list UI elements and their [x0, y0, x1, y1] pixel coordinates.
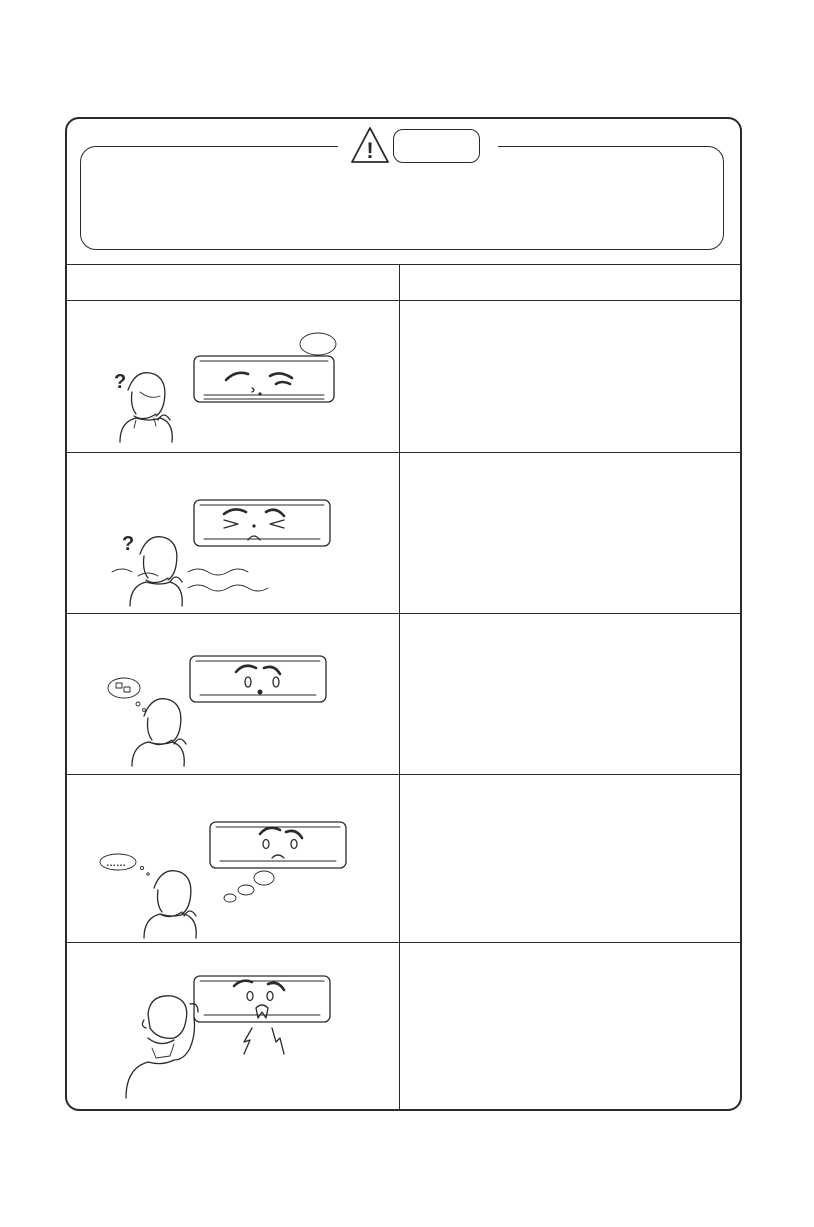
noise-bolt-icon [272, 1028, 284, 1054]
ac-unit-icon [194, 500, 330, 546]
column-divider [399, 264, 400, 1110]
row-divider [66, 774, 741, 775]
table-frame [65, 117, 742, 1111]
woman-icon [114, 371, 172, 442]
column-header-phenomenon [66, 270, 399, 296]
question-mark-glyph: ? [122, 533, 135, 555]
column-header-cause [400, 270, 741, 296]
ac-unit-icon [194, 976, 330, 1022]
illustration-row-5 [112, 972, 342, 1102]
ellipsis-glyph: …… [106, 858, 126, 869]
ac-unit-icon [190, 656, 326, 702]
exclamation-glyph: ! [366, 138, 374, 163]
smell-cloud-icon [224, 871, 274, 902]
woman-icon [122, 533, 182, 606]
ac-unit-icon [194, 356, 334, 402]
airflow-lines [112, 569, 158, 576]
illustration-row-2 [104, 492, 344, 608]
illustration-row-4 [98, 818, 348, 942]
noise-bolt-icon [244, 1028, 252, 1054]
warning-triangle-icon [349, 124, 391, 166]
row-divider [66, 452, 741, 453]
illustration-row-3 [104, 652, 344, 768]
ac-unit-icon [210, 822, 346, 868]
man-icon [126, 996, 198, 1098]
woman-icon [132, 699, 186, 766]
woman-icon [144, 871, 196, 938]
thought-bubble-icon [300, 333, 336, 355]
table-top-border [66, 264, 741, 265]
header-divider [66, 300, 741, 301]
row-divider [66, 613, 741, 614]
row-divider [66, 942, 741, 943]
question-mark-glyph: ? [114, 371, 127, 393]
caution-label [393, 129, 480, 163]
illustration-row-1 [100, 330, 340, 446]
